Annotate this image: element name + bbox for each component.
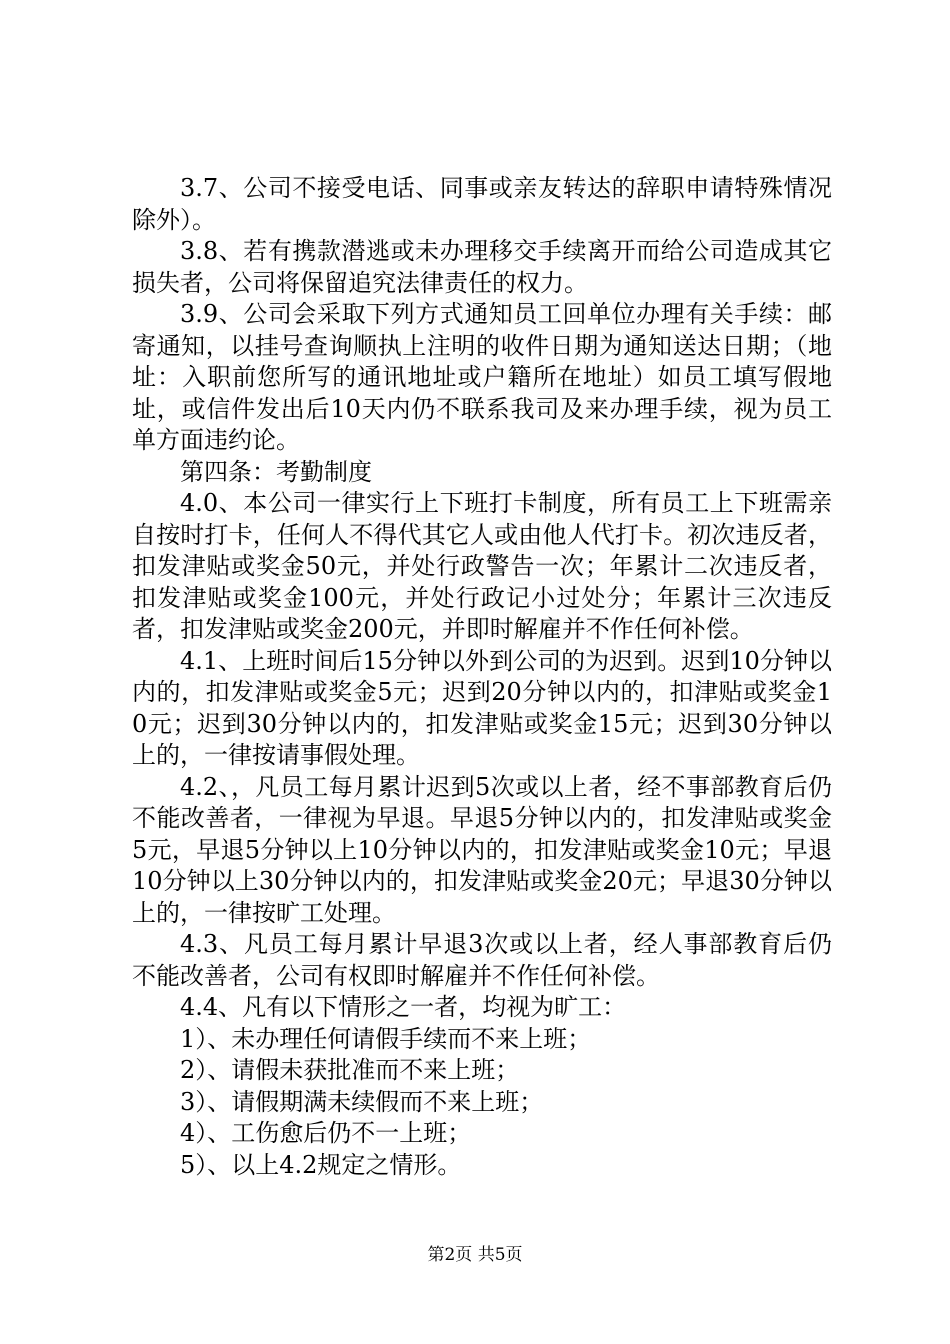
- paragraph-4-2: 4.2、，凡员工每月累计迟到5次或以上者，经不事部教育后仍不能改善者，一律视为早退。早退5分钟以内的，扣发津贴或奖金5元，早退5分钟以上10分钟以内的，扣发津贴或奖金10元；早退10分钟以上30分钟以内的，扣发津贴或奖金20元；早退30分钟以上的，一律按旷工处理。: [132, 772, 832, 927]
- paragraph-4-4: 4.4、凡有以下情形之一者，均视为旷工：: [180, 993, 627, 1021]
- paragraph-4-1: 4.1、上班时间后15分钟以外到公司的为迟到。迟到10分钟以内的，扣发津贴或奖金5元；迟到20分钟以内的，扣津贴或奖金10元；迟到30分钟以内的，扣发津贴或奖金15元；迟到30分钟以上的，一律按请事假处理。: [132, 646, 832, 769]
- list-item-1: 1）、未办理任何请假手续而不来上班；: [180, 1024, 592, 1053]
- paragraph-3-8: 3.8、若有携款潜逃或未办理移交手续离开而给公司造成其它损失者，公司将保留追究法律责任的权力。: [132, 237, 832, 297]
- paragraph-4-3: 4.3、凡员工每月累计早退3次或以上者，经人事部教育后仍不能改善者，公司有权即时解雇并不作任何补偿。: [132, 930, 832, 990]
- document-body: [132, 173, 832, 1181]
- page-number-footer: 第2页 共5页: [427, 1245, 523, 1265]
- paragraph-3-9: 3.9、公司会采取下列方式通知员工回单位办理有关手续：邮寄通知，以挂号查询顺执上注明的收件日期为通知送达日期；（地址：入职前您所写的通讯地址或户籍所在地址）如员工填写假地址，或信件发出后10天内仍不联系我司及来办理手续，视为员工单方面违约论。: [132, 300, 832, 454]
- list-item-2: 2）、请假未获批准而不来上班；: [180, 1056, 520, 1084]
- paragraph-3-7: 3.7、公司不接受电话、同事或亲友转达的辞职申请特殊情况除外）。: [132, 174, 832, 234]
- list-item-3: 3）、请假期满未续假而不来上班；: [180, 1087, 544, 1116]
- list-item-4: 4）、工伤愈后仍不一上班；: [180, 1119, 472, 1147]
- section-heading-article-4: 第四条：考勤制度: [180, 457, 372, 486]
- paragraph-4-0: 4.0、本公司一律实行上下班打卡制度，所有员工上下班需亲自按时打卡，任何人不得代其它人或由他人代打卡。初次违反者，扣发津贴或奖金50元，并处行政警告一次；年累计二次违反者，扣发津贴或奖金100元，并处行政记小过处分；年累计三次违反者，扣发津贴或奖金200元，并即时解雇并不作任何补偿。: [132, 489, 832, 643]
- list-item-5: 5）、以上4.2规定之情形。: [180, 1150, 462, 1179]
